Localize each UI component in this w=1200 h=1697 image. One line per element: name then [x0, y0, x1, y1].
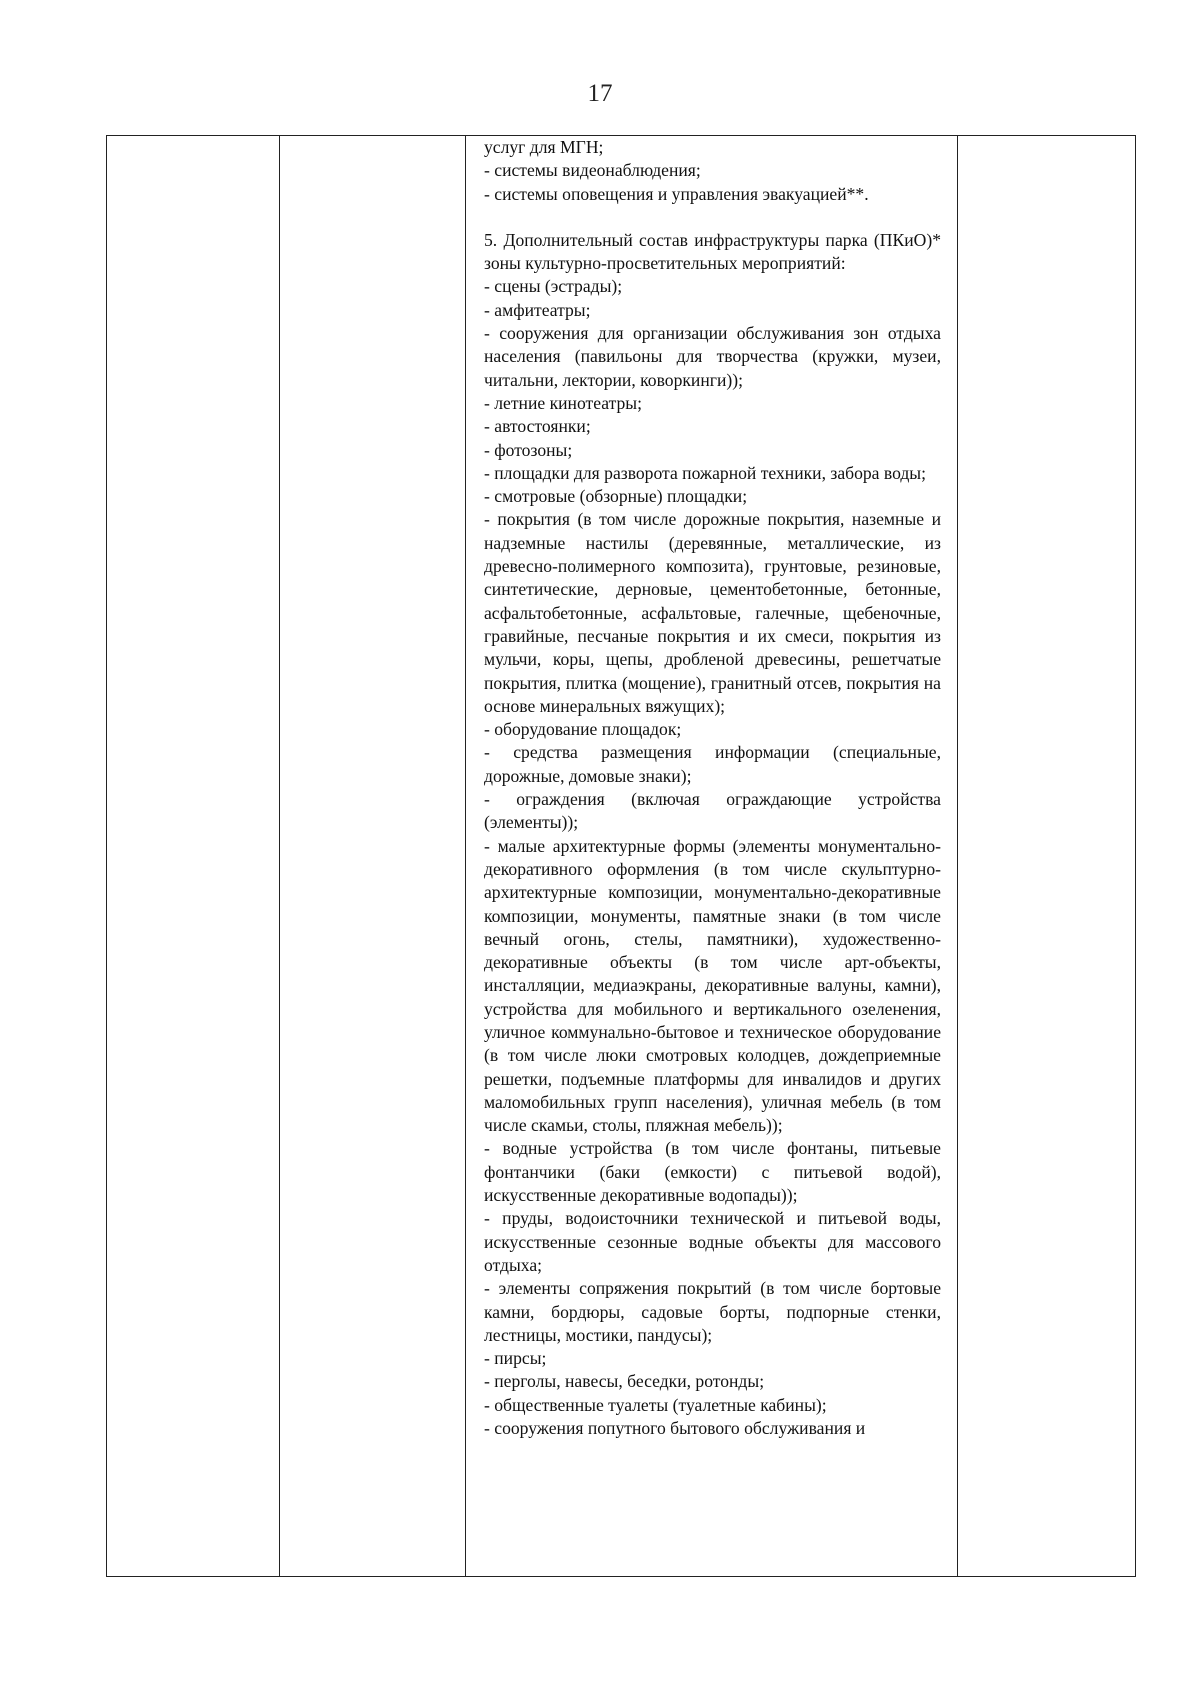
list-item: - общественные туалеты (туалетные кабины);	[484, 1394, 827, 1415]
column-divider-3	[957, 136, 958, 1576]
list-item: - системы видеонаблюдения;	[484, 160, 701, 181]
list-item: - покрытия (в том числе дорожные покрытия, наземные и надземные настилы (деревянные, металлические, из древесно-полимерного композита), грунтовые, резиновые, синтетические, дерновые, цементобетонные, бетонные, асфальтобетонные, асфальтовые, галечные, щебеночные, гравийные, песчаные покрытия и их смеси, покрытия из мульчи, коры, щепы, дробленой древесины, решетчатые покрытия, плитка (мощение), гранитный отсев, покрытия на основе минеральных вяжущих);	[484, 509, 941, 716]
list-item: - амфитеатры;	[484, 299, 591, 320]
section-heading: 5. Дополнительный состав инфраструктуры парка (ПКиО)* зоны культурно-просветительных мероприятий:	[484, 229, 941, 274]
list-item: - смотровые (обзорные) площадки;	[484, 486, 748, 507]
document-table	[106, 135, 1136, 1577]
list-item: - малые архитектурные формы (элементы монументально-декоративного оформления (в том числе скульптурно-архитектурные композиции, монументально-декоративные композиции, монументы, памятные знаки (в том числе вечный огонь, стелы, памятники), художественно-декоративные объекты (в том числе арт-объекты, инсталляции, медиаэкраны, декоративные валуны, камни), устройства для мобильного и вертикального озеленения, уличное коммунально-бытовое и техническое оборудование (в том числе люки смотровых колодцев, дождеприемные решетки, подъемные платформы для инвалидов и других маломобильных групп населения), уличная мебель (в том числе скамьи, столы, пляжная мебель));	[484, 835, 941, 1136]
list-item: - площадки для разворота пожарной техники, забора воды;	[484, 462, 927, 483]
list-item: - автостоянки;	[484, 416, 591, 437]
list-item: - водные устройства (в том числе фонтаны, питьевые фонтанчики (баки (емкости) с питьевой водой), искусственные декоративные водопады));	[484, 1138, 941, 1206]
list-item: - сооружения для организации обслуживания зон отдыха населения (павильоны для творчества (кружки, музеи, читальни, лектории, коворкинги));	[484, 323, 941, 390]
paragraph-gap	[484, 206, 941, 229]
list-item: - оборудование площадок;	[484, 719, 682, 740]
continuation-line: услуг для МГН;	[484, 137, 604, 157]
list-item: - летние кинотеатры;	[484, 392, 642, 413]
list-item: - перголы, навесы, беседки, ротонды;	[484, 1371, 765, 1392]
list-item: - ограждения (включая ограждающие устройства (элементы));	[484, 789, 941, 833]
list-item: - средства размещения информации (специальные, дорожные, домовые знаки);	[484, 742, 941, 786]
list-item: - фотозоны;	[484, 439, 573, 460]
list-item: - системы оповещения и управления эвакуацией**.	[484, 183, 869, 204]
list-item: - сооружения попутного бытового обслуживания и	[484, 1418, 866, 1439]
column-divider-1	[279, 136, 280, 1576]
list-item: - элементы сопряжения покрытий (в том числе бортовые камни, бордюры, садовые борты, подпорные стенки, лестницы, мостики, пандусы);	[484, 1278, 941, 1345]
list-item: - сцены (эстрады);	[484, 276, 623, 297]
list-item: - пруды, водоисточники технической и питьевой воды, искусственные сезонные водные объекты для массового отдыха;	[484, 1208, 941, 1275]
infrastructure-list-cell	[474, 136, 949, 1440]
page-number: 17	[587, 80, 613, 107]
list-item: - пирсы;	[484, 1348, 547, 1369]
column-divider-2	[465, 136, 466, 1576]
